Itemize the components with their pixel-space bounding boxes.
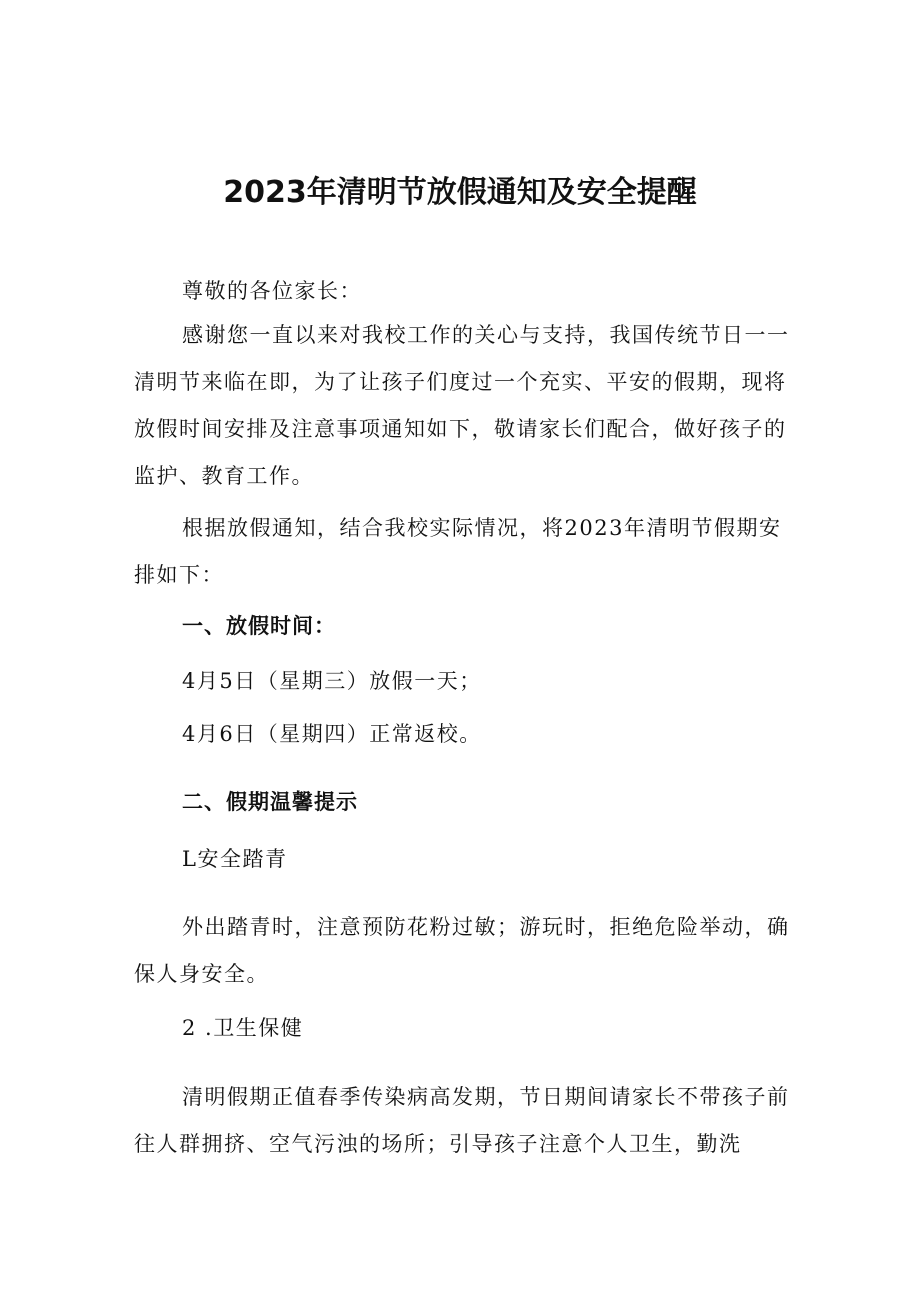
tip-1-body: 外出踏青时，注意预防花粉过敏；游玩时，拒绝危险举动，确保人身安全。 xyxy=(134,915,790,986)
tip-2-body: 清明假期正值春季传染病高发期，节日期间请家长不带孩子前往人群拥挤、空气污浊的场所；引导孩子注意个人卫生，勤洗 xyxy=(134,1085,790,1156)
arrangement-paragraph: 根据放假通知，结合我校实际情况，将2023年清明节假期安排如下： xyxy=(134,516,782,587)
tip-2-title: 2 .卫生保健 xyxy=(182,1016,304,1040)
section1-heading: 一、放假时间： xyxy=(182,614,336,638)
intro-paragraph: 感谢您一直以来对我校工作的关心与支持，我国传统节日一一清明节来临在即，为了让孩子们度过一个充实、平安的假期，现将放假时间安排及注意事项通知如下，敬请家长们配合，做好孩子的监护、教育工作。 xyxy=(134,323,790,488)
holiday-line-2: 4月6日（星期四）正常返校。 xyxy=(182,722,482,746)
holiday-line-1: 4月5日（星期三）放假一天； xyxy=(182,669,482,693)
section2-heading: 二、假期温馨提示 xyxy=(182,790,358,814)
document-title: 2023年清明节放假通知及安全提醒 xyxy=(223,175,697,210)
tip-1-title: L安全踏青 xyxy=(182,847,288,871)
greeting: 尊敬的各位家长： xyxy=(182,279,362,303)
